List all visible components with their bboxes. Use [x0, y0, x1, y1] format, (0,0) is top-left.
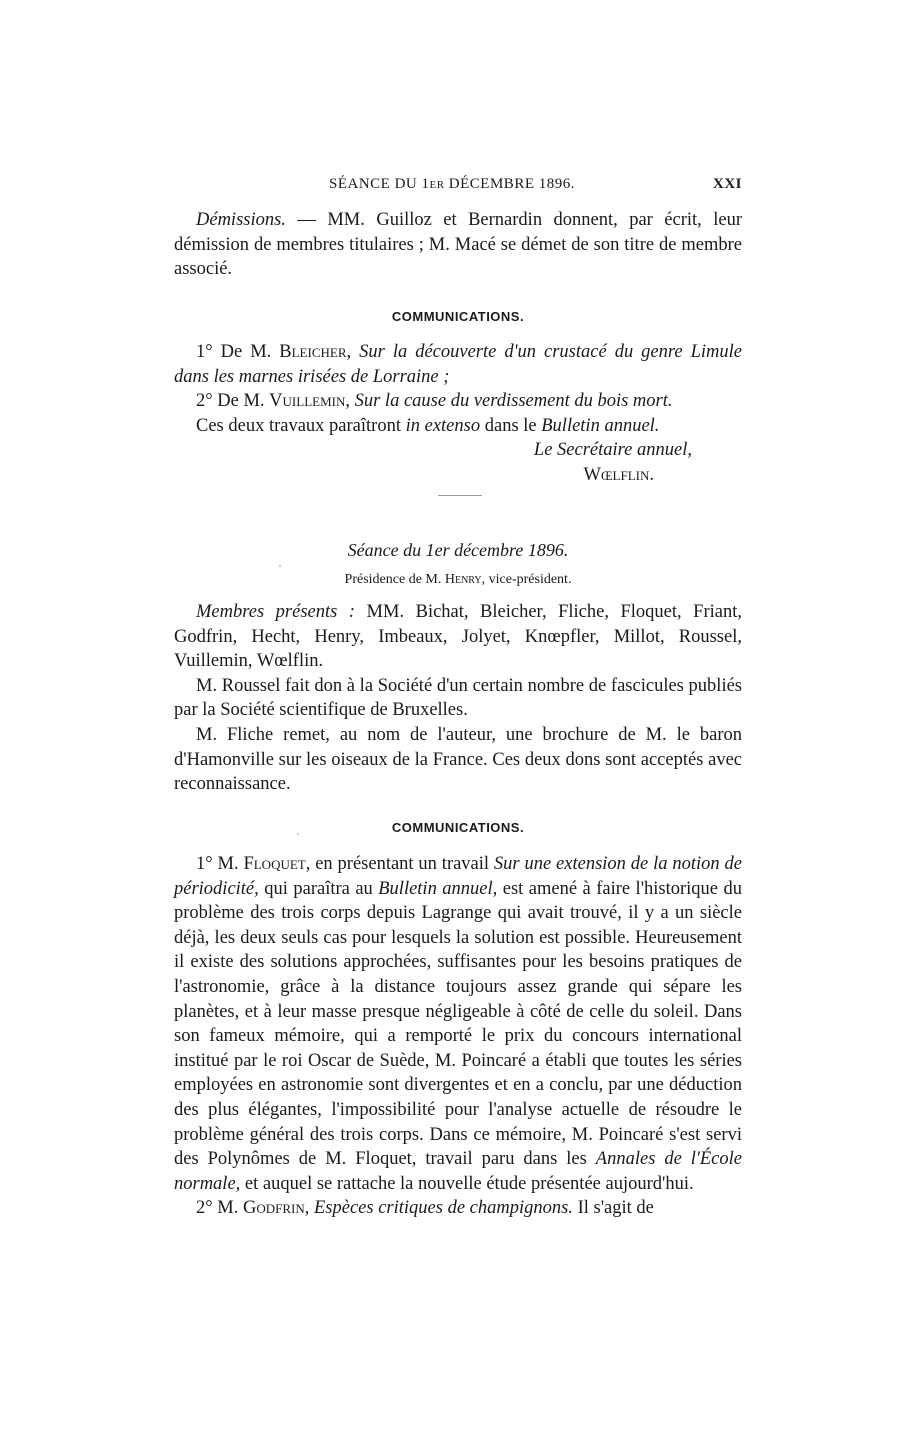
membres-presents: Membres présents : MM. Bichat, Bleicher, Fliche, Floquet, Friant, Godfrin, Hecht, Henry, Imbeaux, Jolyet, Knœpfler, Millot, Roussel, Vuillemin, Wœlflin.	[174, 602, 742, 672]
roussel-paragraph: M. Roussel fait don à la Société d'un certain nombre de fascicules publiés par la Société scientifique de Bruxelles.	[174, 675, 742, 721]
seance-body	[174, 600, 742, 797]
communications-heading-1: COMMUNICATIONS.	[391, 309, 525, 324]
demissions-paragraph	[174, 208, 742, 282]
communications-list-2	[174, 852, 742, 1221]
signature-role: Le Secrétaire annuel,	[533, 440, 692, 461]
seance-title: Séance du 1er décembre 1896.	[347, 540, 569, 560]
author-name: Bleicher	[279, 342, 347, 362]
print-speck	[297, 833, 299, 835]
author-name: Vuillemin	[269, 391, 346, 412]
fliche-paragraph: M. Fliche remet, au nom de l'auteur, une brochure de M. le baron d'Hamonville sur les oiseaux de la France. Ces deux dons sont acceptés avec reconnaissance.	[174, 724, 742, 795]
demissions-text: — MM. Guilloz et Bernardin donnent, par écrit, leur démission de membres titulaires ; M. Macé se démet de son titre de membre associé.	[174, 210, 742, 280]
godfrin-paragraph: 2° M. Godfrin, Espèces critiques de champignons. Il s'agit de	[196, 1198, 654, 1219]
communications-heading-2: COMMUNICATIONS.	[391, 820, 525, 835]
communication-title: Sur la cause du verdissement du bois mort.	[354, 391, 673, 412]
floquet-paragraph: 1° M. Floquet, en présentant un travail Sur une extension de la notion de périodicité, qui paraîtra au Bulletin annuel, est amené à faire l'historique du problème des trois corps depuis Lagrange qui avait trouvé, il y a un siècle déjà, les deux seuls cas pour lesquels la solution est possible. Heureusement il existe des solutions approchées, suffisantes pour les besoins pratiques de l'astronomie, grâce à la distance toujours assez grande qui sépare les planètes, et à leur masse presque négligeable à côté de celle du soleil. Dans son fameux mémoire, qui a remporté le prix du concours international institué par le roi Oscar de Suède, M. Poincaré a établi que toutes les séries employées en astronomie sont divergentes et en a conclu, par une déduction des plus élégantes, l'impossibilité pour l'analyse actuelle de résoudre le problème général des trois corps. Dans ce mémoire, M. Poincaré s'est servi des Polynômes de M. Floquet, travail paru dans les Annales de l'École normale, et auquel se rattache la nouvelle étude présentée aujourd'hui.	[174, 854, 742, 1194]
communication-item-1: 1° De M. Bleicher, Sur la découverte d'un crustacé du genre Limule dans les marnes irisées de Lorraine ;	[174, 342, 742, 387]
signature-name: Wœlflin.	[583, 464, 654, 485]
communication-item-2: 2° De M. Vuillemin, Sur la cause du verdissement du bois mort.	[196, 391, 673, 412]
running-head-title: SÉANCE DU 1er DÉCEMBRE 1896.	[329, 176, 575, 192]
demissions-label: Démissions.	[196, 210, 286, 230]
membres-label: Membres présents :	[196, 602, 356, 622]
section-divider	[438, 495, 482, 496]
communications-list-1	[174, 340, 742, 488]
publication-note: Ces deux travaux paraîtront in extenso dans le Bulletin annuel.	[196, 415, 660, 436]
running-head	[174, 176, 742, 198]
presidence-line: Présidence de M. Henry, vice-président.	[344, 572, 572, 587]
print-speck	[279, 565, 281, 567]
page-number: XXI	[712, 176, 742, 192]
communication-title: Sur la découverte d'un crustacé du genre Limule dans les marnes irisées de Lorraine ;	[174, 342, 742, 387]
